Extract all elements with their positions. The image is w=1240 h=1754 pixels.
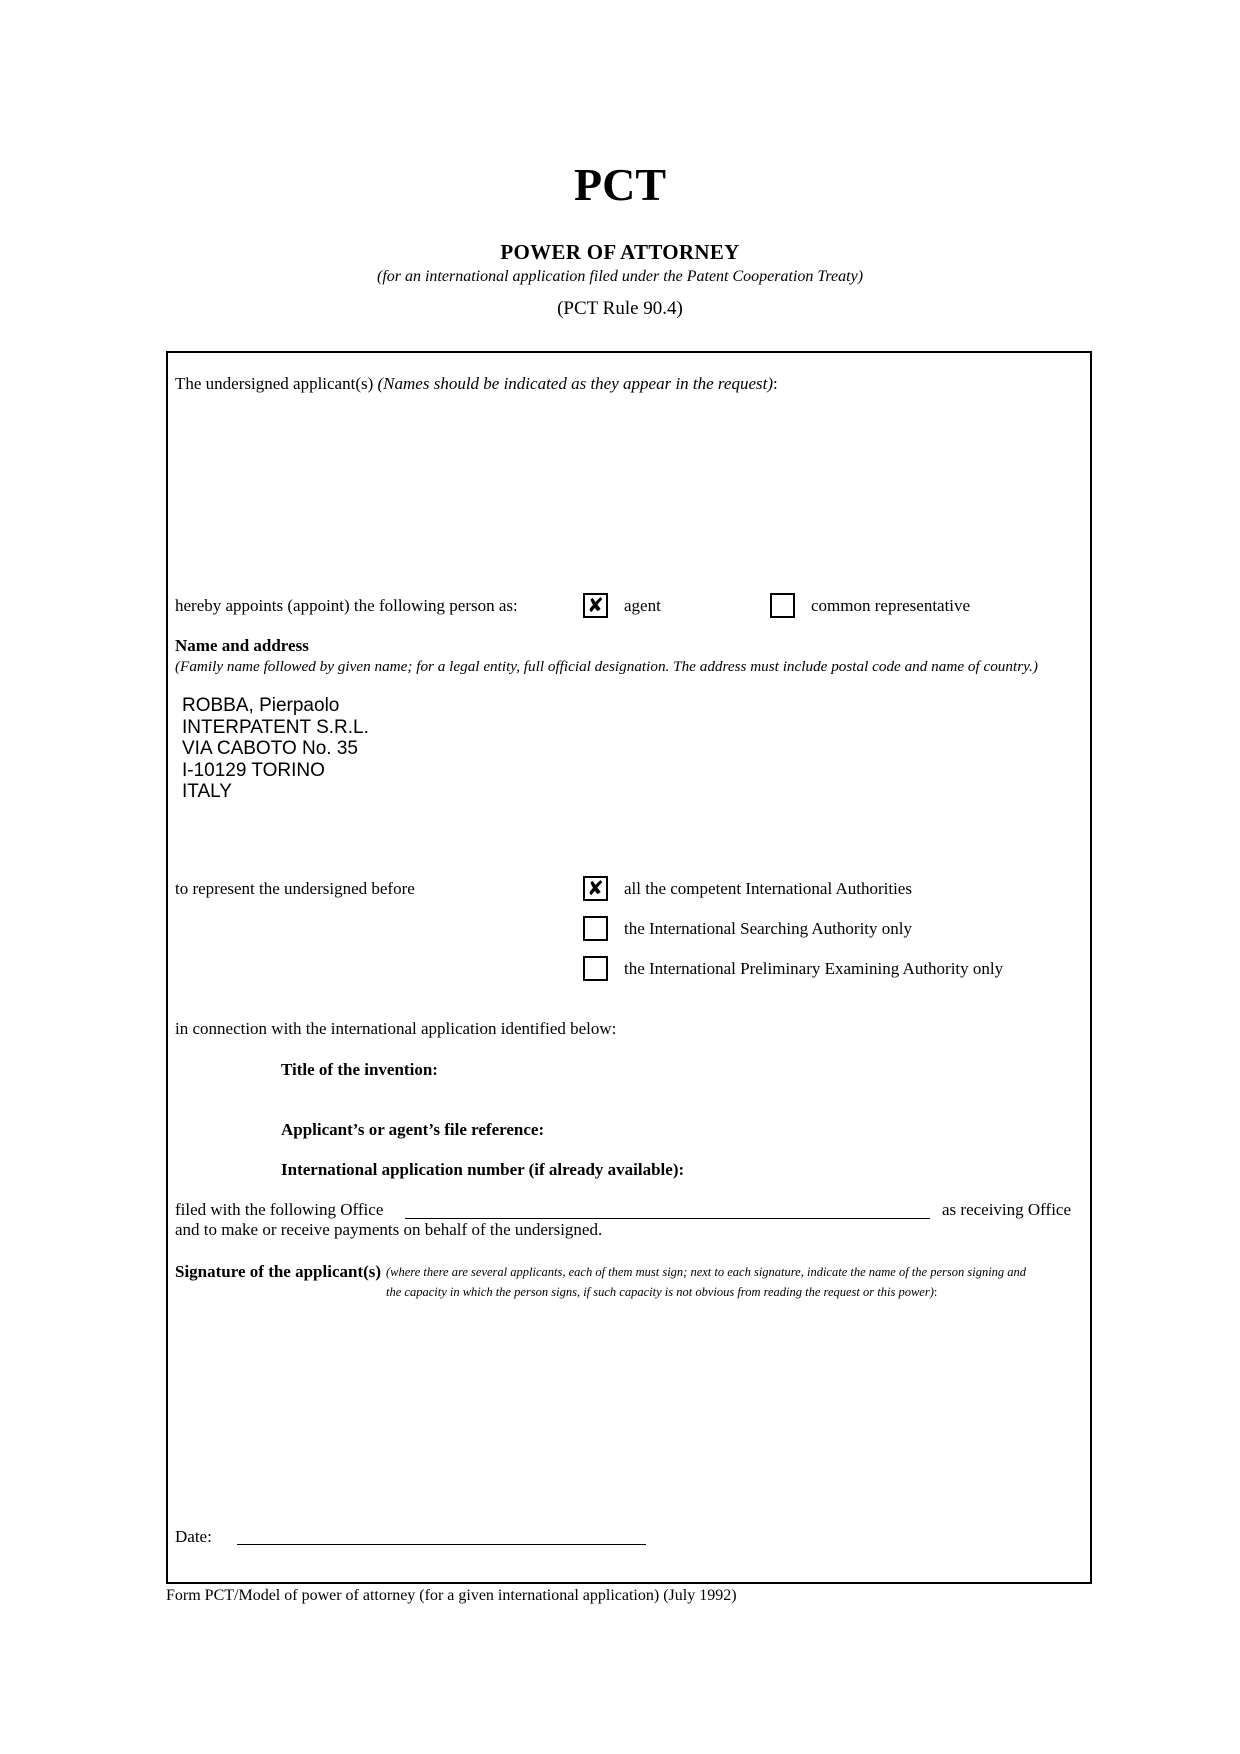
page-title: PCT [574, 159, 666, 210]
address-block [182, 695, 369, 803]
applicants-colon: : [773, 374, 778, 393]
file-reference-label: Applicant’s or agent’s file reference: [281, 1120, 545, 1139]
examining-authority-checkbox[interactable] [583, 956, 608, 981]
address-line: INTERPATENT S.R.L. [182, 716, 369, 738]
signature-note-colon: : [933, 1285, 938, 1299]
signature-note-line1: (where there are several applicants, each of them must sign; next to each signature, indicate the name of the person signing and [386, 1265, 1027, 1279]
check-mark-icon: ✘ [587, 876, 604, 900]
date-label: Date: [175, 1527, 212, 1546]
filed-office-label: filed with the following Office [175, 1200, 384, 1219]
agent-checkbox[interactable] [583, 593, 608, 618]
application-number-label: International application number (if already available): [281, 1160, 685, 1179]
represent-label: to represent the undersigned before [175, 879, 415, 898]
receiving-office-label: as receiving Office [942, 1200, 1072, 1219]
common-representative-checkbox[interactable] [770, 593, 795, 618]
name-address-heading: Name and address [175, 636, 309, 655]
appoint-label: hereby appoints (appoint) the following person as: [175, 596, 518, 615]
form-title: POWER OF ATTORNEY [500, 240, 740, 264]
check-mark-icon: ✘ [587, 593, 604, 617]
date-input-line[interactable] [237, 1544, 646, 1545]
signature-note-line2-row [386, 1285, 937, 1300]
agent-option-label: agent [624, 596, 661, 615]
all-authorities-checkbox[interactable] [583, 876, 608, 901]
applicants-label-row [175, 374, 778, 394]
signature-label: Signature of the applicant(s) [175, 1262, 382, 1281]
form-footer: Form PCT/Model of power of attorney (for a given international application) (July 1992) [166, 1587, 737, 1604]
form-rule: (PCT Rule 90.4) [557, 298, 683, 319]
form-subtitle: (for an international application filed under the Patent Cooperation Treaty) [376, 268, 864, 285]
name-address-note: (Family name followed by given name; for a legal entity, full official designation. The address must include postal code and name of country.) [175, 658, 1038, 675]
address-line: ROBBA, Pierpaolo [182, 695, 340, 716]
address-line: VIA CABOTO No. 35 [182, 738, 359, 760]
application-intro: in connection with the international application identified below: [175, 1019, 617, 1038]
address-line: ITALY [182, 781, 232, 803]
searching-authority-checkbox[interactable] [583, 916, 608, 941]
applicants-label: The undersigned applicant(s) [175, 374, 374, 393]
address-line: I-10129 TORINO [182, 759, 325, 781]
payments-text: and to make or receive payments on behalf of the undersigned. [175, 1220, 603, 1239]
all-authorities-label: all the competent International Authorities [624, 879, 912, 898]
signature-note-line2: the capacity in which the person signs, if such capacity is not obvious from reading the request or this power) [386, 1285, 934, 1299]
examining-authority-label: the International Preliminary Examining Authority only [624, 959, 1004, 978]
searching-authority-label: the International Searching Authority only [624, 919, 912, 938]
title-of-invention-label: Title of the invention: [281, 1060, 438, 1079]
office-input-line[interactable] [405, 1218, 930, 1219]
applicants-note: (Names should be indicated as they appear in the request) [377, 374, 774, 393]
common-representative-option-label: common representative [811, 596, 971, 615]
